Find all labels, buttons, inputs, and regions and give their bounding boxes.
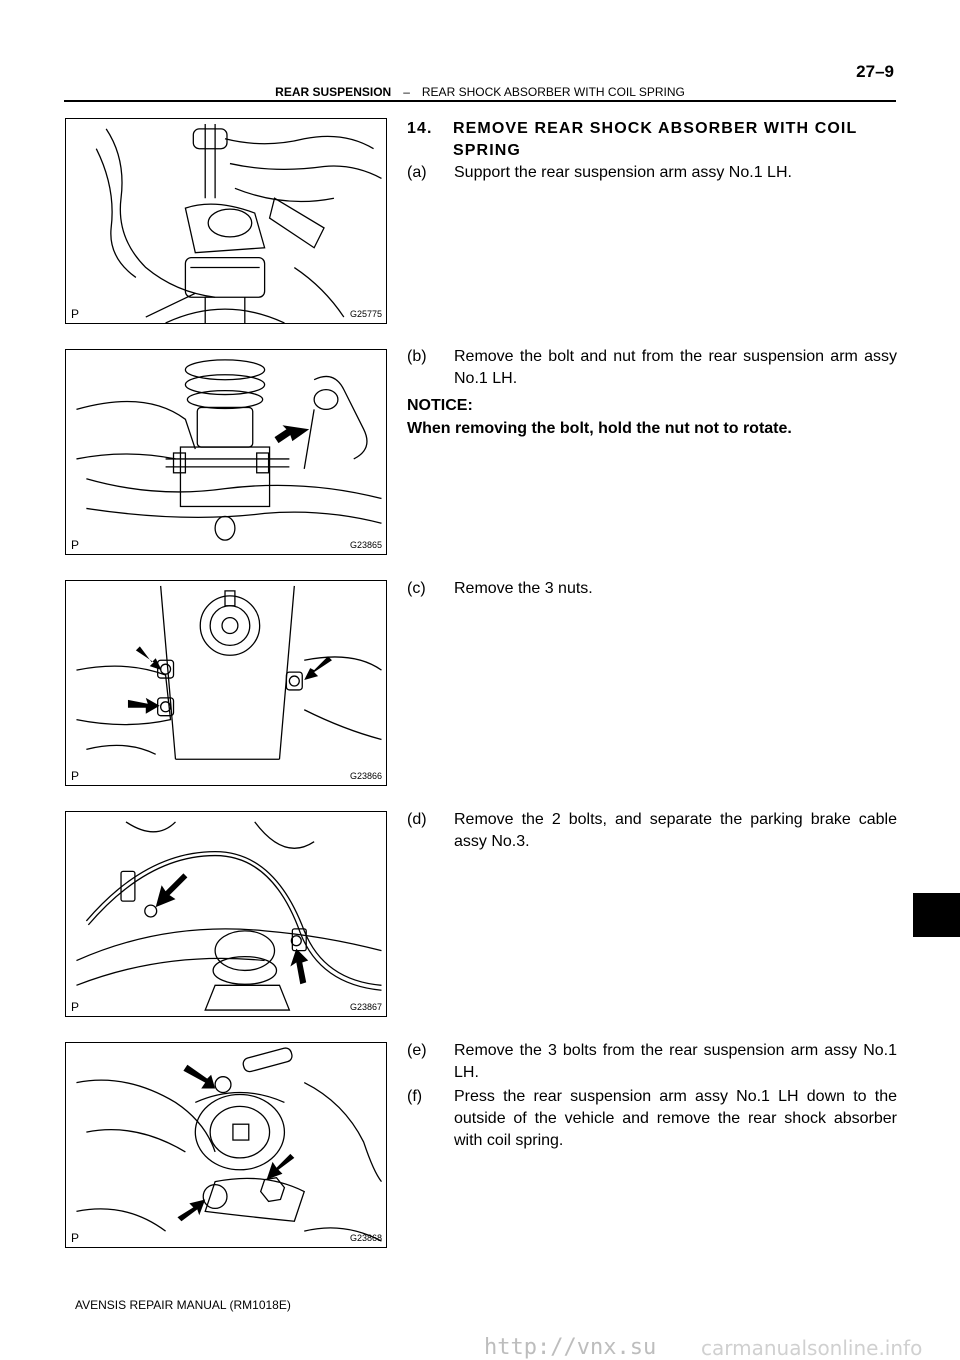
notice-text: When removing the bolt, hold the nut not to rotate.	[407, 420, 792, 437]
figure-code: G25775	[349, 309, 382, 319]
substep-text: Remove the 2 bolts, and separate the parking brake cable assy No.3.	[454, 811, 897, 850]
substep-e	[407, 1040, 897, 1084]
substep-label: (b)	[407, 348, 427, 365]
substep-label: (f)	[407, 1088, 423, 1105]
header-rule	[64, 100, 896, 102]
substep-label: (d)	[407, 811, 427, 828]
page-number: 27–9	[856, 62, 894, 81]
step-heading	[407, 118, 897, 162]
illustration-jack-support	[66, 119, 386, 323]
figure-corner-mark: P	[71, 307, 80, 321]
illustration-arm-bushing	[66, 1043, 386, 1247]
substep-d	[407, 809, 897, 853]
substep-text: Press the rear suspension arm assy No.1 LH down to the outside of the vehicle and remove the rear shock absorber with coil spring.	[454, 1088, 897, 1149]
illustration-arm-bolt	[66, 350, 386, 554]
figure-corner-mark: P	[71, 1000, 80, 1014]
header-separator: –	[403, 85, 410, 99]
watermark-link[interactable]: http://vnx.su	[484, 1335, 657, 1360]
substep-text: Remove the 3 bolts from the rear suspension arm assy No.1 LH.	[454, 1042, 897, 1081]
watermark-text: carmanualsonline.info	[701, 1336, 923, 1360]
substep-text: Support the rear suspension arm assy No.1 LH.	[454, 164, 792, 181]
figure-support-arm	[65, 118, 387, 324]
figure-three-nuts	[65, 580, 387, 786]
figure-corner-mark: P	[71, 769, 80, 783]
substep-a	[407, 162, 897, 184]
subsection-name: REAR SHOCK ABSORBER WITH COIL SPRING	[421, 85, 685, 99]
illustration-upper-mount	[66, 581, 386, 785]
figure-code: G23868	[349, 1233, 382, 1243]
step-title-line2: SPRING	[453, 142, 521, 159]
illustration-parking-brake-cable	[66, 812, 386, 1016]
figure-brake-cable	[65, 811, 387, 1017]
substep-f	[407, 1086, 897, 1152]
step-title-line1: REMOVE REAR SHOCK ABSORBER WITH COIL	[453, 120, 858, 137]
substep-label: (a)	[407, 164, 427, 181]
figure-code: G23865	[349, 540, 382, 550]
section-name: REAR SUSPENSION	[275, 85, 392, 99]
substep-c	[407, 578, 897, 600]
substep-text: Remove the 3 nuts.	[454, 580, 593, 597]
figure-three-bolts	[65, 1042, 387, 1248]
substep-text: Remove the bolt and nut from the rear suspension arm assy No.1 LH.	[454, 348, 897, 387]
figure-bolt-nut	[65, 349, 387, 555]
substep-label: (c)	[407, 580, 426, 597]
figure-corner-mark: P	[71, 1231, 80, 1245]
substep-label: (e)	[407, 1042, 427, 1059]
figure-code: G23867	[349, 1002, 382, 1012]
substep-b	[407, 346, 897, 390]
section-tab-marker	[913, 893, 960, 937]
section-header	[0, 85, 960, 99]
figure-corner-mark: P	[71, 538, 80, 552]
figure-code: G23866	[349, 771, 382, 781]
step-number: 14.	[407, 120, 433, 137]
footer-manual-id: AVENSIS REPAIR MANUAL (RM1018E)	[75, 1298, 291, 1312]
notice-heading: NOTICE:	[407, 397, 473, 414]
